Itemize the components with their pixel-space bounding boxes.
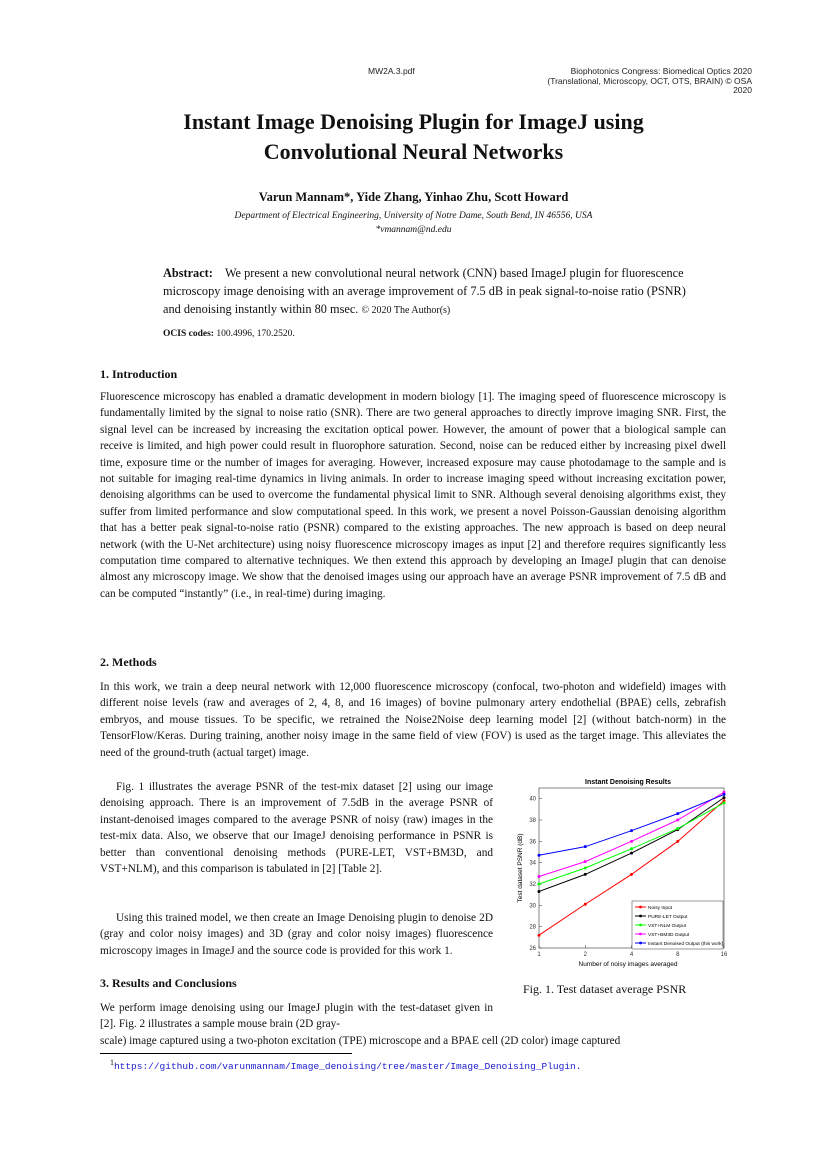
header-line: (Translational, Microscopy, OCT, OTS, BRAIN) © OSA (547, 75, 752, 86)
svg-text:30: 30 (529, 903, 536, 910)
footnote-link[interactable]: https://github.com/varunmannam/Image_denoising/tree/master/Image_Denoising_Plugin. (113, 1061, 582, 1073)
authors: Varun Mannam*, Yide Zhang, Yinhao Zhu, Scott Howard (258, 190, 569, 204)
header-line: Biophotonics Congress: Biomedical Optics 2020 (570, 66, 752, 76)
results-paragraph-cont: scale) image captured using a two-photon excitation (TPE) microscope and a BPAE cell (2D color) image captured (100, 1035, 621, 1047)
footnote (110, 1058, 581, 1072)
ocis-text: 100.4996, 170.2520. (216, 329, 295, 339)
methods-paragraph: In this work, we train a deep neural network with 12,000 fluorescence microscopy (confocal, two-photon and widefield) images with different noise levels (raw and averages of 2, 4, 8, and 16 images) of bovine pulmonary artery endothelial (BPAE) cells, zebrafish embryos, and mouse tissues. To be specific, we retrained the Noise2Noise deep learning model [2] (without batch-norm) in the TensorFlow/Keras. During training, another noisy image in the same field of view (FOV) is used as the target image. This alleviates the need of the ground-truth (actual target) image. (100, 681, 726, 759)
affiliation-block (0, 209, 827, 237)
abstract-text: We present a new convolutional neural network (CNN) based ImageJ plugin for fluorescence microscopy image denoising with an average improvement of 7.5 dB in peak signal-to-noise ratio (PSNR) and denoising instantly within 80 msec. (163, 266, 686, 316)
abstract (163, 264, 693, 320)
footnote-mark: 1 (110, 1058, 114, 1067)
svg-text:VST+NLM Output: VST+NLM Output (648, 924, 686, 929)
svg-text:VST+BM3D Output: VST+BM3D Output (648, 933, 690, 938)
methods-paragraph-3: Using this trained model, we then create an Image Denoising plugin to denoise 2D (gray and color noisy images) and 3D (gray and color noisy images) fluorescence microscopy images in ImageJ and the source code is provided for this work 1. (100, 912, 493, 957)
intro-paragraph: Fluorescence microscopy has enabled a dramatic development in modern biology [1]. The imaging speed of fluorescence microscopy is fundamentally limited by the signal to noise ratio (SNR). There are two general approaches to directly improve imaging SNR. First, the signal level can be increased by increasing the excitation optical power. However, the amount of power that a biological sample can receive is limited, and high power could result in fluorophore saturation. Second, noise can be reduced either by increasing pixel dwell time, exposure time or the number of images for averaging. However, increased exposure may cause photodamage to the sample and is not suitable for imaging real-time dynamics in living animals. In order to increase imaging speed without increasing excitation power, denoising algorithms can be used to overcome the fundamental physical limit to SNR. Although several denoising algorithms exist, they suffer from limited performance and slow computational speed. In this work, we present a novel Poisson-Gaussian denoising algorithm that has a better peak signal-to-noise ratio (PSNR) compared to the existing approaches. The new approach is based on deep neural network (with the U-Net architecture) using noisy fluorescence microscopy images as input [2] and therefore requires significantly less computation time compared to alternative techniques. We then extend this approach by developing an ImageJ plugin that can denoise almost any microscopy image. We show that the denoised images using our approach have an average PSNR improvement of 7.5 dB and can be computed “instantly” (i.e., in real-time) during imaging. (100, 391, 726, 600)
title-line: Convolutional Neural Networks (263, 139, 564, 164)
svg-text:34: 34 (529, 860, 536, 867)
copyright: © 2020 The Author(s) (361, 305, 451, 316)
email: *vmannam@nd.edu (375, 225, 452, 235)
svg-text:8: 8 (676, 952, 680, 958)
section-heading: 3. Results and Conclusions (100, 976, 237, 990)
svg-text:28: 28 (529, 924, 536, 931)
svg-text:PURE-LET Output: PURE-LET Output (648, 915, 688, 920)
figure-caption: Fig. 1. Test dataset average PSNR (523, 982, 687, 996)
footnote-rule (100, 1053, 352, 1054)
paper-title (0, 107, 827, 167)
section-heading: 2. Methods (100, 655, 157, 669)
svg-text:16: 16 (720, 952, 728, 958)
affiliation: Department of Electrical Engineering, University of Notre Dame, South Bend, IN 46556, USA (234, 211, 593, 221)
svg-text:40: 40 (529, 796, 536, 803)
running-header-right (547, 67, 752, 96)
results-paragraph: We perform image denoising using our ImageJ plugin with the test-dataset given in [2]. Fig. 2 illustrates a sample mouse brain (2D gray- (100, 1002, 493, 1031)
y-axis-label: Test dataset PSNR (dB) (517, 833, 524, 903)
x-axis-label: Number of noisy images averaged (578, 961, 678, 968)
methods-paragraph-2: Fig. 1 illustrates the average PSNR of the test-mix dataset [2] using our image denoising approach. There is an improvement of 7.5dB in the average PSNR of instant-denoised images compared to the average PSNR of noisy (raw) images in the test-mix data. Also, we observe that our ImageJ denoising performance in PSNR is better than conventional denoising methods (PURE-LET, VST+BM3D, and VST+NLM), and this comparison is tabulated in [2] [Table 2]. (100, 781, 493, 876)
abstract-label: Abstract: (163, 266, 213, 280)
svg-text:32: 32 (529, 882, 536, 888)
title-line: Instant Image Denoising Plugin for ImageJ using (183, 109, 644, 134)
svg-text:36: 36 (529, 839, 536, 846)
header-line: 2020 (733, 85, 752, 95)
running-header-left: MW2A.3.pdf (368, 66, 415, 76)
svg-text:4: 4 (629, 952, 634, 958)
svg-text:Noisy Input: Noisy Input (648, 906, 672, 911)
ocis-codes (163, 329, 295, 339)
svg-text:Instant Denoised Output (this: Instant Denoised Output (this work) (648, 942, 724, 947)
svg-text:26: 26 (529, 946, 536, 952)
psnr-line-chart (512, 774, 742, 974)
chart-legend (632, 901, 724, 949)
svg-text:1: 1 (537, 952, 541, 958)
section-heading: 1. Introduction (100, 367, 178, 381)
chart-title: Instant Denoising Results (585, 779, 671, 786)
svg-text:2: 2 (583, 952, 587, 958)
svg-text:38: 38 (529, 818, 536, 824)
ocis-label: OCIS codes: (163, 329, 214, 339)
